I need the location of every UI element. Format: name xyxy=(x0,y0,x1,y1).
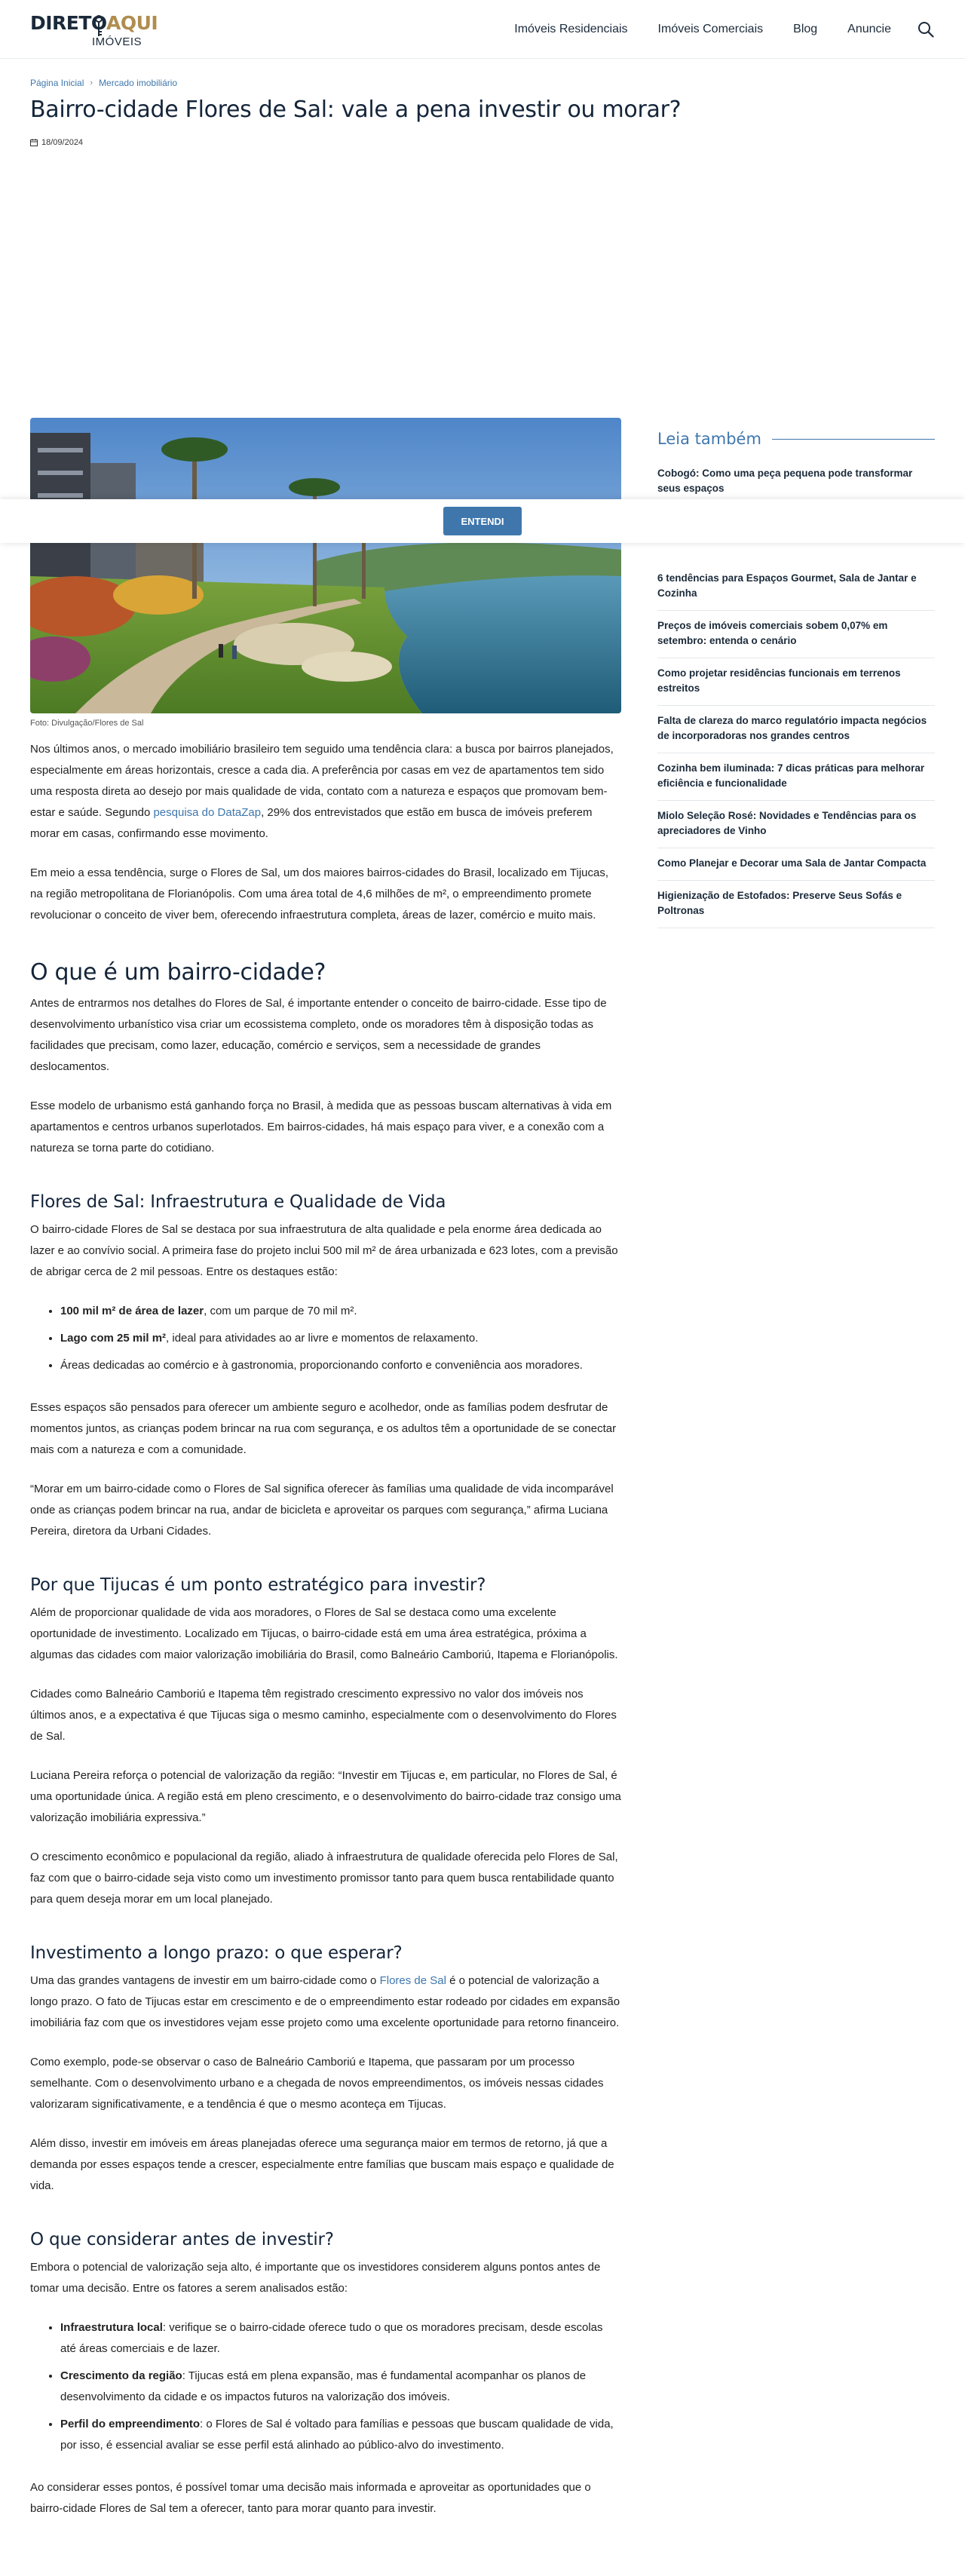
section-heading: Por que Tijucas é um ponto estratégico para investir? xyxy=(30,1575,486,1595)
publish-date-value: 18/09/2024 xyxy=(41,138,84,147)
related-link[interactable]: Preços de imóveis comerciais sobem 0,07% em setembro: entenda o cenário xyxy=(657,611,935,658)
list-item: • Lago com 25 mil m², ideal para atividades ao ar livre e momentos de relaxamento. xyxy=(60,1328,621,1349)
paragraph: Esses espaços são pensados para oferecer um ambiente seguro e acolhedor, onde as famílias podem desfrutar de momentos juntos, as crianças podem brincar na rua com segurança, e os adultos têm a oportunidade de se conectar mais com a natureza e com a comunidade. xyxy=(30,1401,617,1456)
nav-comerciais[interactable]: Imóveis Comerciais xyxy=(657,23,764,35)
paragraph: Ao considerar esses pontos, é possível tomar uma decisão mais informada e aproveitar as oportunidades que o bairro-cidade Flores de Sal tem a oferecer, tanto para morar quanto para investir. xyxy=(30,2481,591,2515)
datazap-link[interactable]: pesquisa do DataZap xyxy=(153,806,262,819)
paragraph: Uma das grandes vantagens de investir em um bairro-cidade como o Flores de Sal é o potencial de valorização a longo prazo. O fato de Tijucas estar em crescimento e de o empreendimento estar rodeado por cidades em expansão imobiliária faz com que os investidores vejam esse projeto como uma excelente oportunidade para retorno financeiro. xyxy=(30,1974,620,2029)
key-icon xyxy=(94,15,103,38)
related-link[interactable]: Como Planejar e Decorar uma Sala de Jantar Compacta xyxy=(657,848,935,881)
related-link[interactable]: Miolo Seleção Rosé: Novidades e Tendências para os apreciadores de Vinho xyxy=(657,801,935,848)
publish-date xyxy=(30,138,83,147)
paragraph: Nos últimos anos, o mercado imobiliário brasileiro tem seguido uma tendência clara: a busca por bairros planejados, especialmente em áreas horizontais, cresce a cada dia. A preferência por casas em vez de apartamentos tem sido uma resposta direta ao desejo por mais qualidade de vida, contato com a natureza e espaços que promovam bem-estar e saúde. Segundo pesquisa do DataZap, 29% dos entrevistados que estão em busca de imóveis preferem morar em casas, confirmando esse movimento. xyxy=(30,743,614,840)
paragraph: O bairro-cidade Flores de Sal se destaca por sua infraestrutura de alta qualidade e pela enorme área dedicada ao lazer e ao convívio social. A primeira fase do projeto inclui 500 mil m² de área urbanizada e 623 lotes, com a previsão de abrigar cerca de 2 mil pessoas. Entre os destaques estão: xyxy=(30,1223,618,1278)
paragraph: “Morar em um bairro-cidade como o Flores de Sal significa oferecer às famílias uma qualidade de vida incomparável onde as crianças podem brincar na rua, andar de bicicleta e aproveitar os parques com segurança,” afirma Luciana Pereira, diretora da Urbani Cidades. xyxy=(30,1483,614,1538)
list-item: • Infraestrutura local: verifique se o bairro-cidade oferece tudo o que os moradores precisam, desde escolas até áreas comerciais e de lazer. xyxy=(60,2317,621,2360)
search-icon[interactable] xyxy=(917,20,935,38)
section-heading: Flores de Sal: Infraestrutura e Qualidade de Vida xyxy=(30,1192,446,1212)
paragraph: Esse modelo de urbanismo está ganhando força no Brasil, à medida que as pessoas buscam alternativas à vida em apartamentos e centros urbanos superlotados. Em bairros-cidades, há mais espaço para viver, e a conexão com a natureza se torna parte do cotidiano. xyxy=(30,1099,612,1155)
list-item: • 100 mil m² de área de lazer, com um parque de 70 mil m². xyxy=(60,1301,621,1322)
site-header xyxy=(0,0,965,59)
list-item: • Perfil do empreendimento: o Flores de Sal é voltado para famílias e pessoas que buscam qualidade de vida, por isso, é essencial avaliar se esse perfil está alinhado ao público-alvo do investimento. xyxy=(60,2414,621,2456)
paragraph: Em meio a essa tendência, surge o Flores de Sal, um dos maiores bairros-cidades do Brasil, localizado em Tijucas, na região metropolitana de Florianópolis. Com uma área total de 4,6 milhões de m², o empreendimento promete revolucionar o conceito de viver bem, oferecendo infraestrutura completa, áreas de lazer, comércio e muito mais. xyxy=(30,866,609,922)
paragraph: Como exemplo, pode-se observar o caso de Balneário Camboriú e Itapema, que passaram por um processo semelhante. Com o desenvolvimento urbano e a chegada de novos empreendimentos, os imóveis nessas cidades valorizaram significativamente, e a tendência é que o mesmo aconteça em Tijucas. xyxy=(30,2056,604,2111)
paragraph: Antes de entrarmos nos detalhes do Flores de Sal, é importante entender o conceito de bairro-cidade. Esse tipo de desenvolvimento urbanístico visa criar um ecossistema completo, onde os moradores têm à disposição todas as facilidades que precisam, como lazer, educação, comércio e serviços, sem a necessidade de grandes deslocamentos. xyxy=(30,997,607,1073)
chevron-right-icon: › xyxy=(90,78,93,87)
article-body xyxy=(30,739,621,2538)
logo-wordmark: DIRETOAQUI xyxy=(30,12,158,34)
list-item: • Áreas dedicadas ao comércio e à gastronomia, proporcionando conforto e conveniência aos moradores. xyxy=(60,1355,621,1376)
section-heading: Investimento a longo prazo: o que esperar? xyxy=(30,1943,403,1963)
nav-residenciais[interactable]: Imóveis Residenciais xyxy=(514,23,628,35)
nav-anuncie[interactable]: Anuncie xyxy=(847,23,891,35)
paragraph: O crescimento econômico e populacional da região, aliado à infraestrutura de qualidade oferecida pelo Flores de Sal, faz com que o bairro-cidade seja visto como um investimento promissor tanto para quem busca rentabilidade quanto para quem deseja morar em um local planejado. xyxy=(30,1851,618,1906)
nav-blog[interactable]: Blog xyxy=(793,23,818,35)
calendar-icon xyxy=(30,139,38,146)
cookie-banner xyxy=(0,499,965,543)
considerations-list xyxy=(60,2317,621,2456)
related-link[interactable]: 6 tendências para Espaços Gourmet, Sala de Jantar e Cozinha xyxy=(657,563,935,611)
related-link[interactable]: Higienização de Estofados: Preserve Seus Sofás e Poltronas xyxy=(657,881,935,928)
breadcrumb xyxy=(30,78,177,88)
section-heading: O que considerar antes de investir? xyxy=(30,2230,334,2249)
divider xyxy=(772,439,935,440)
hero-image xyxy=(30,418,621,713)
list-item: • Crescimento da região: Tijucas está em plena expansão, mas é fundamental acompanhar os planos de desenvolvimento da cidade e os impactos futuros na valorização dos imóveis. xyxy=(60,2366,621,2408)
logo-subtitle: IMÓVEIS xyxy=(92,35,142,48)
breadcrumb-home[interactable]: Página Inicial xyxy=(30,78,84,88)
hero-caption: Foto: Divulgação/Flores de Sal xyxy=(30,719,144,728)
related-link[interactable]: Cozinha bem iluminada: 7 dicas práticas para melhorar eficiência e funcionalidade xyxy=(657,753,935,801)
paragraph: Embora o potencial de valorização seja alto, é importante que os investidores considerem alguns pontos antes de tomar uma decisão. Entre os fatores a serem analisados estão: xyxy=(30,2261,601,2295)
breadcrumb-category[interactable]: Mercado imobiliário xyxy=(99,78,178,88)
sidebar-heading xyxy=(657,430,935,448)
paragraph: Cidades como Balneário Camboriú e Itapema têm registrado crescimento expressivo no valor dos imóveis nos últimos anos, e a expectativa é que Tijucas siga o mesmo caminho, especialmente com o desenvolvimento do Flores de Sal. xyxy=(30,1688,617,1743)
main-nav xyxy=(484,0,935,59)
related-link[interactable]: Cobogó: Como uma peça pequena pode transformar seus espaços xyxy=(657,458,935,506)
highlights-list xyxy=(60,1301,621,1376)
related-link[interactable]: Como projetar residências funcionais em terrenos estreitos xyxy=(657,658,935,706)
page-title: Bairro-cidade Flores de Sal: vale a pena investir ou morar? xyxy=(30,97,682,123)
accept-cookies-button[interactable]: ENTENDI xyxy=(443,507,522,535)
flores-de-sal-link[interactable]: Flores de Sal xyxy=(379,1974,446,1987)
related-link[interactable]: Falta de clareza do marco regulatório impacta negócios de incorporadoras nos grandes centros xyxy=(657,706,935,753)
section-heading: O que é um bairro-cidade? xyxy=(30,959,326,986)
site-logo[interactable] xyxy=(30,11,181,48)
paragraph: Além disso, investir em imóveis em áreas planejadas oferece uma segurança maior em termos de retorno, já que a demanda por esses espaços tende a crescer, especialmente entre famílias que buscam mais espaço e qualidade de vida. xyxy=(30,2137,614,2192)
paragraph: Além de proporcionar qualidade de vida aos moradores, o Flores de Sal se destaca como uma excelente oportunidade de investimento. Localizado em Tijucas, o bairro-cidade está em uma área estratégica, próxima a algumas das cidades com maior valorização imobiliária do Brasil, como Balneário Camboriú, Itapema e Florianópolis. xyxy=(30,1606,618,1661)
paragraph: Luciana Pereira reforça o potencial de valorização da região: “Investir em Tijucas e, em particular, no Flores de Sal, é uma oportunidade única. A região está em pleno crescimento, e o desenvolvimento do bairro-cidade traz consigo uma valorização imobiliária expressiva.” xyxy=(30,1769,621,1824)
sidebar-heading-text: Leia também xyxy=(657,430,761,448)
